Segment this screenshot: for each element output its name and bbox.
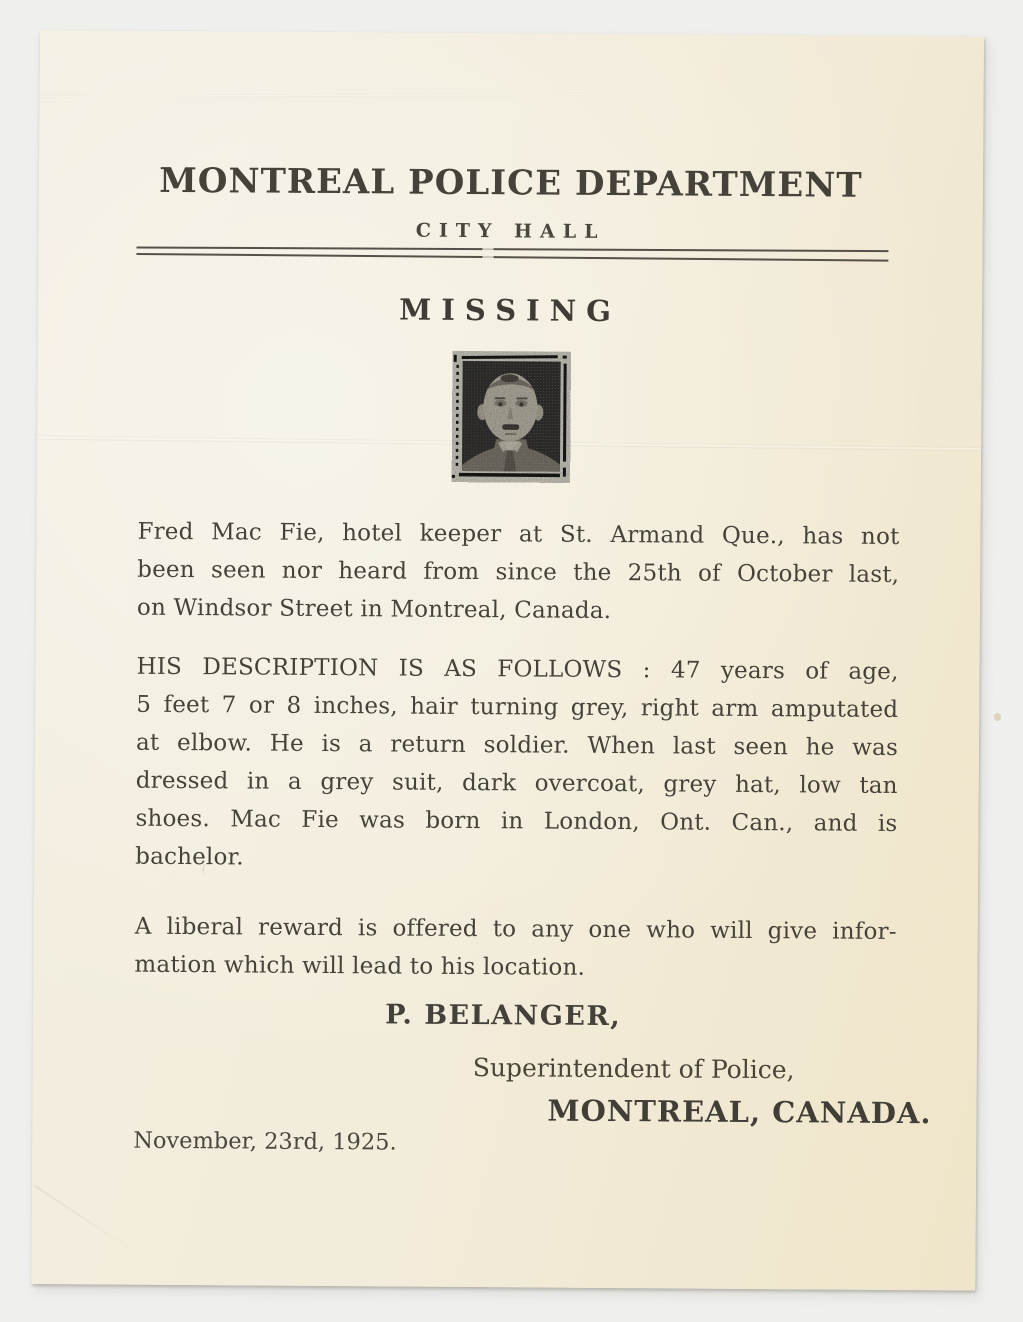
- rule-line: [136, 253, 888, 262]
- paper-crease: [34, 1185, 144, 1258]
- signature-title: Superintendent of Police,: [472, 1053, 795, 1085]
- double-rule: [136, 246, 888, 261]
- text-line: mation which will lead to his location.: [134, 951, 586, 981]
- intro-paragraph: [137, 513, 900, 632]
- text-line: 5 feet 7 or 8 inches, hair turning grey, right arm amputated: [136, 691, 899, 724]
- text-line: dressed in a grey suit, dark overcoat, grey hat, low tan: [135, 767, 898, 800]
- masthead-subtitle: CITY HALL: [415, 219, 606, 243]
- rule-line: [136, 246, 888, 252]
- poster-paper: [31, 30, 984, 1291]
- description-paragraph: [135, 648, 899, 881]
- signature-place: MONTREAL, CANADA.: [547, 1093, 932, 1131]
- date-line: November, 23rd, 1925.: [133, 1127, 397, 1156]
- portrait-photo: [449, 351, 574, 484]
- masthead-title: MONTREAL POLICE DEPARTMENT: [159, 160, 863, 206]
- text-line: been seen nor heard from since the 25th of October last,: [137, 556, 900, 589]
- text-line: bachelor.: [135, 843, 244, 871]
- text-line: A liberal reward is offered to any one who will give infor-: [134, 913, 897, 946]
- text-line: at elbow. He is a return soldier. When last seen he was: [135, 729, 899, 762]
- text-line: on Windsor Street in Montreal, Canada.: [136, 594, 612, 625]
- text-line: shoes. Mac Fie was born in London, Ont. Can., and is: [135, 805, 898, 838]
- scan-speck: [994, 713, 1001, 721]
- reward-paragraph: [134, 908, 897, 989]
- signature-name: P. BELANGER,: [385, 999, 622, 1033]
- paper-crease: [40, 93, 588, 98]
- missing-heading: MISSING: [399, 292, 622, 329]
- portrait-photo-image: [449, 351, 574, 484]
- text-line: HIS DESCRIPTION IS AS FOLLOWS : 47 years of age,: [136, 653, 899, 686]
- text-line: Fred Mac Fie, hotel keeper at St. Armand Que., has not: [137, 518, 900, 551]
